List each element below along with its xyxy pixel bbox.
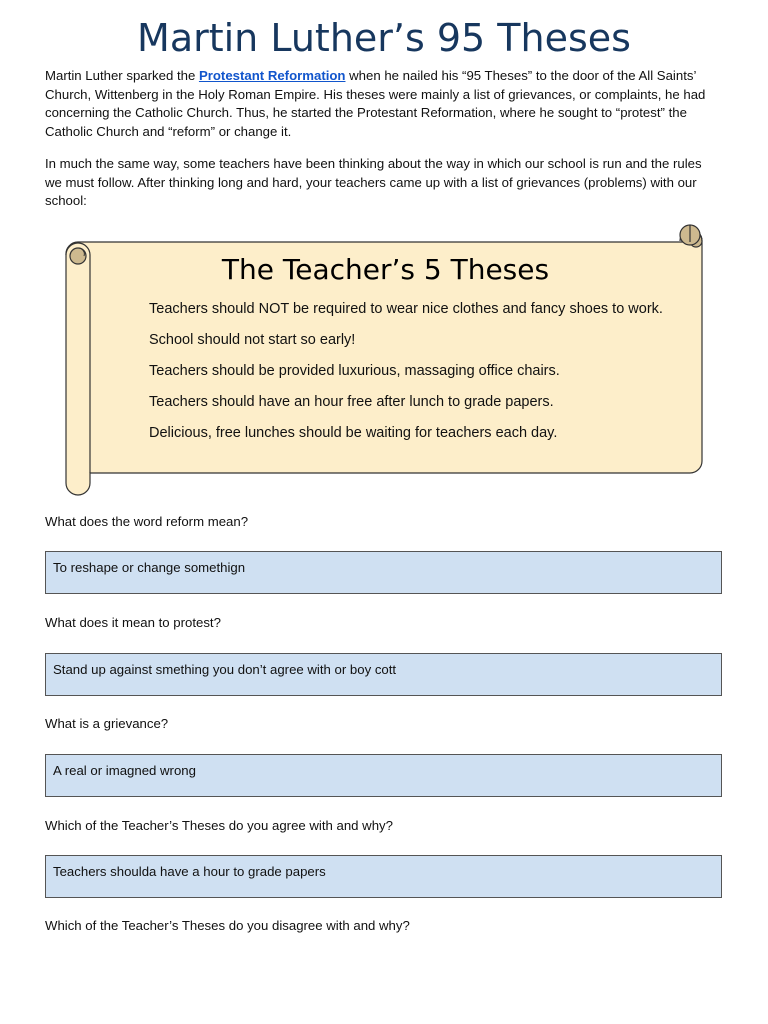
thesis-item: Teachers should NOT be required to wear nice clothes and fancy shoes to work. <box>149 301 663 317</box>
second-paragraph: In much the same way, some teachers have been thinking about the way in which our school is run and the rules we must follow. After thinking long and hard, your teachers came up with a list of grievances (problems) with our school: <box>45 156 702 209</box>
thesis-item: School should not start so early! <box>149 332 356 348</box>
thesis-item: Teachers should have an hour free after lunch to grade papers. <box>149 394 554 410</box>
page-title: Martin Luther’s 95 Theses <box>137 16 631 60</box>
theses-list <box>131 301 676 456</box>
question-protest: What does it mean to protest? <box>45 615 221 630</box>
intro-text-end: when he nailed his “95 Theses” to the door of the All Saints’ Church, Wittenberg in the Holy Roman Empire. His theses were mainly a list of grievances, or complaints, he had concerning the Catholic Church. Thus, he started the Protestant Reformation, where he sought to “protest” the Catholic Church and “reform” or change it. <box>45 68 706 140</box>
thesis-item: Teachers should be provided luxurious, massaging office chairs. <box>149 363 560 379</box>
answer-field-protest[interactable]: Stand up against smething you don’t agree with or boy cott <box>45 653 722 696</box>
scroll-title: The Teacher’s 5 Theses <box>221 253 550 286</box>
question-grievance: What is a grievance? <box>45 716 169 731</box>
question-agree: Which of the Teacher’s Theses do you agree with and why? <box>45 818 393 833</box>
protestant-reformation-link[interactable]: Protestant Reformation <box>198 68 346 83</box>
question-disagree: Which of the Teacher’s Theses do you disagree with and why? <box>45 918 410 933</box>
answer-field-agree[interactable]: Teachers shoulda have a hour to grade papers <box>45 855 722 898</box>
thesis-item: Delicious, free lunches should be waiting for teachers each day. <box>149 425 558 441</box>
intro-text-start: Martin Luther sparked the <box>45 68 199 83</box>
question-reform: What does the word reform mean? <box>45 514 249 529</box>
answer-field-reform[interactable]: To reshape or change somethign <box>45 551 722 594</box>
theses-scroll <box>62 215 707 500</box>
answer-field-grievance[interactable]: A real or imagned wrong <box>45 754 722 797</box>
intro-paragraph <box>45 67 720 142</box>
